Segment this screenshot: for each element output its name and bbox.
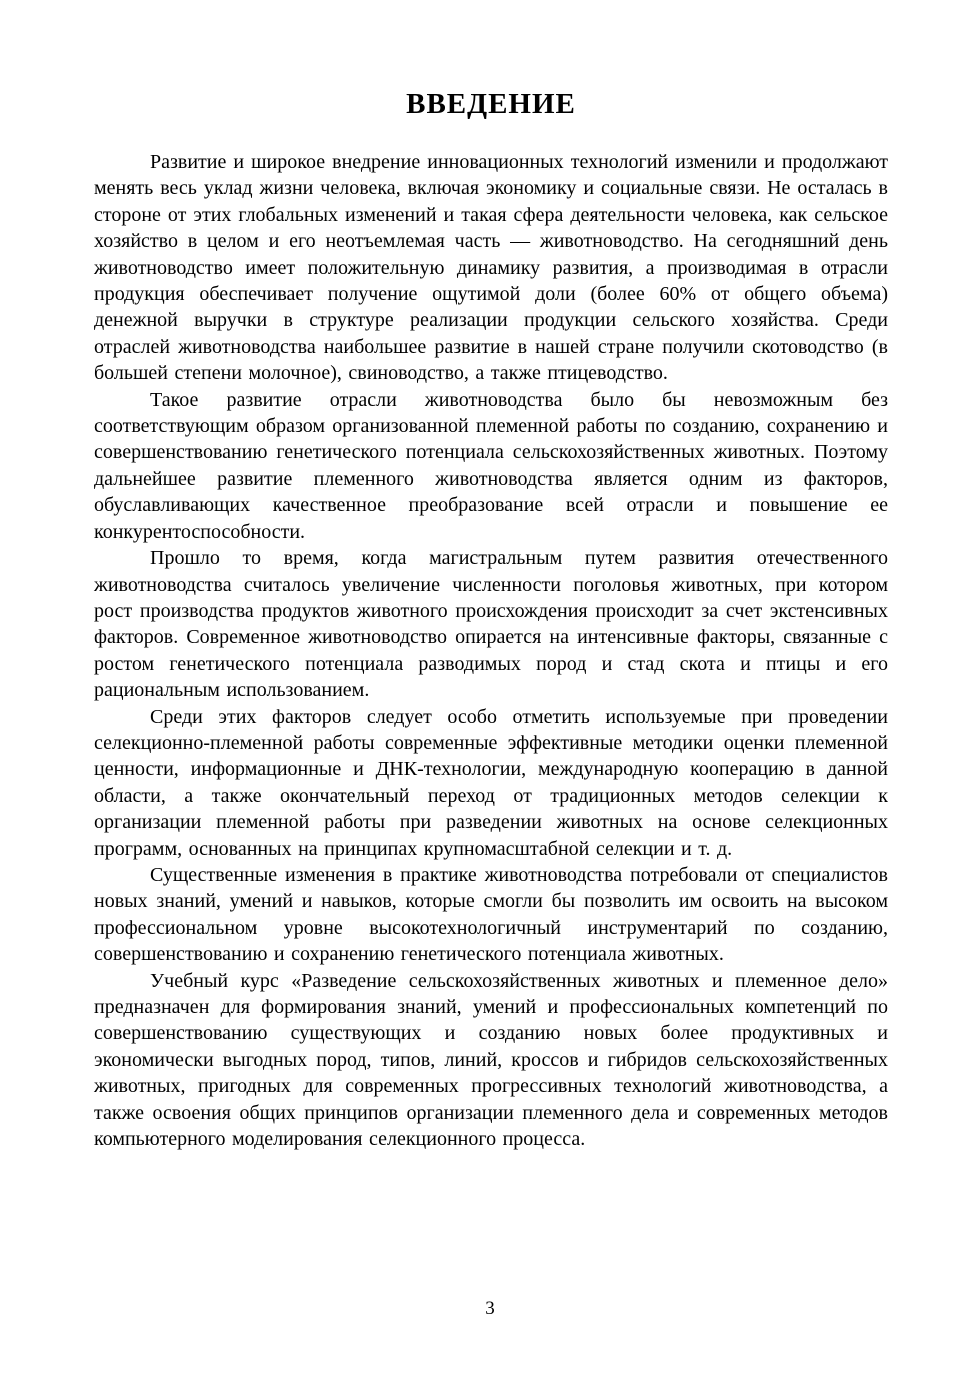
paragraph: Среди этих факторов следует особо отметить используемые при проведении селекционно-племенной работы современные эффективные методики оценки племенной ценности, информационные и ДНК-технологии, международную кооперацию в данной области, а также окончательный переход от традиционных методов селекции к организации племенной работы при разведении животных на основе селекционных программ, основанных на принципах крупномасштабной селекции и т. д. — [94, 705, 888, 860]
paragraph: Прошло то время, когда магистральным путем развития отечественного животноводства считалось увеличение численности поголовья животных, при котором рост производства продуктов животного происхождения происходит за счет экстенсивных факторов. Современное животноводство опирается на интенсивные факторы, связанные с ростом генетического потенциала разводимых пород и стад скота и птицы и его рациональным использованием. — [94, 547, 888, 702]
page-number: 3 — [485, 1298, 495, 1319]
paragraph: Такое развитие отрасли животноводства было бы невозможным без соответствующим образом организованной племенной работы по созданию, сохранению и совершенствованию генетического потенциала сельскохозяйственных животных. Поэтому дальнейшее развитие племенного животноводства является одним из факторов, обуславливающих качественное преобразование всей отрасли и повышение ее конкурентоспособности. — [94, 388, 888, 543]
paragraph: Учебный курс «Разведение сельскохозяйственных животных и племенное дело» предназначен для формирования знаний, умений и профессиональных компетенций по совершенствованию существующих и созданию новых более продуктивных и экономически выгодных пород, типов, линий, кроссов и гибридов сельскохозяйственных животных, пригодных для современных прогрессивных технологий животноводства, а также освоения общих принципов организации племенного дела и современных методов компьютерного моделирования селекционного процесса. — [94, 969, 888, 1151]
page-title: ВВЕДЕНИЕ — [406, 88, 576, 120]
paragraph: Развитие и широкое внедрение инновационных технологий изменили и продолжают менять весь уклад жизни человека, включая экономику и социальные связи. Не осталась в стороне от этих глобальных изменений и такая сфера деятельности человека, как сельское хозяйство в целом и его неотъемлемая часть — животноводство. На сегодняшний день животноводство имеет положительную динамику развития, а производимая в отрасли продукция обеспечивает получение ощутимой доли (более 60% от общего объема) денежной выручки в структуре реализации продукции сельского хозяйства. Среди отраслей животноводства наибольшее развитие в нашей стране получили скотоводство (в большей степени молочное), свиноводство, а также птицеводство. — [94, 151, 888, 385]
paragraph: Существенные изменения в практике животноводства потребовали от специалистов новых знаний, умений и навыков, которые смогли бы позволить им освоить на высоком профессиональном уровне высокотехнологичный инструментарий по созданию, совершенствованию и сохранению генетического потенциала животных. — [94, 863, 888, 966]
body-text — [94, 149, 888, 1152]
